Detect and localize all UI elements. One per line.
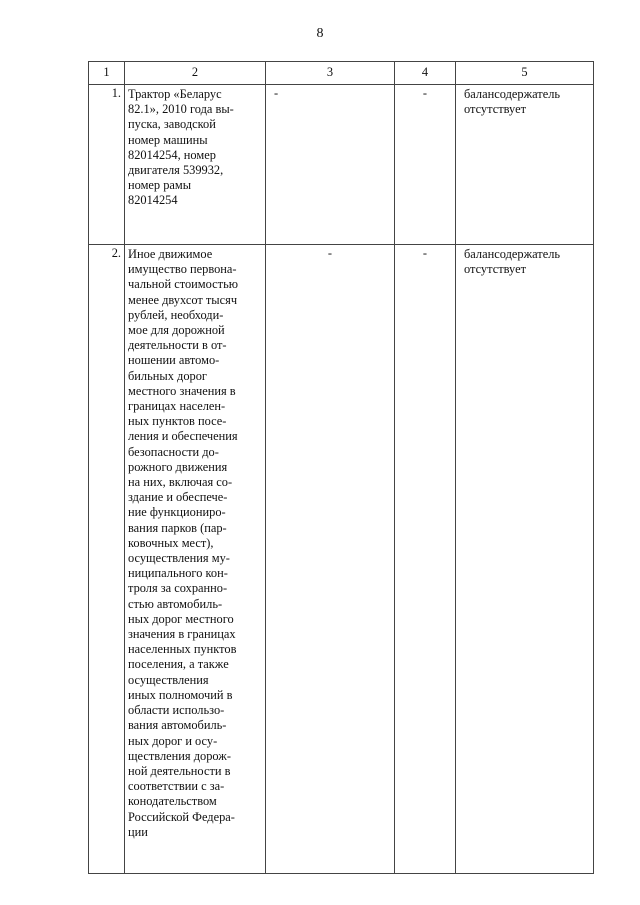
column-header: 5 [456, 62, 594, 85]
column-header: 2 [125, 62, 266, 85]
property-description: Трактор «Беларус 82.1», 2010 года вы- пуска, заводской номер машины 82014254, номер двигателя 539932, номер рамы 82014254 [125, 85, 266, 245]
table-row [89, 245, 594, 874]
balance-holder: балансодержатель отсутствует [456, 245, 594, 874]
column-header: 4 [395, 62, 456, 85]
column-3-value: - [266, 245, 395, 874]
row-number: 1. [89, 85, 125, 245]
row-number: 2. [89, 245, 125, 874]
column-4-value: - [395, 245, 456, 874]
column-header: 3 [266, 62, 395, 85]
table-row [89, 85, 594, 245]
property-description: Иное движимое имущество первона- чальной стоимостью менее двухсот тысяч рублей, необходи- мое для дорожной деятельности в от- ношении автомо- бильных дорог местного значения в границах населен- ных пунктов посе- ления и обеспечения безопасности до- рожного движения на них, включая со- здание и обеспече- ние функциониро- вания парков (пар- ковочных мест), осуществления му- ниципального кон- троля за сохранно- стью автомобиль- ных дорог местного значения в границах населенных пунктов поселения, а также осуществления иных полномочий в области использо- вания автомобиль- ных дорог и осу- ществления дорож- ной деятельности в соответствии с за- конодательством Российской Федера- ции [125, 245, 266, 874]
column-header: 1 [89, 62, 125, 85]
table-header-row [89, 62, 594, 85]
column-3-value: - [266, 85, 395, 245]
page-number: 8 [316, 26, 324, 41]
column-4-value: - [395, 85, 456, 245]
property-registry-table [88, 61, 594, 874]
balance-holder: балансодержатель отсутствует [456, 85, 594, 245]
